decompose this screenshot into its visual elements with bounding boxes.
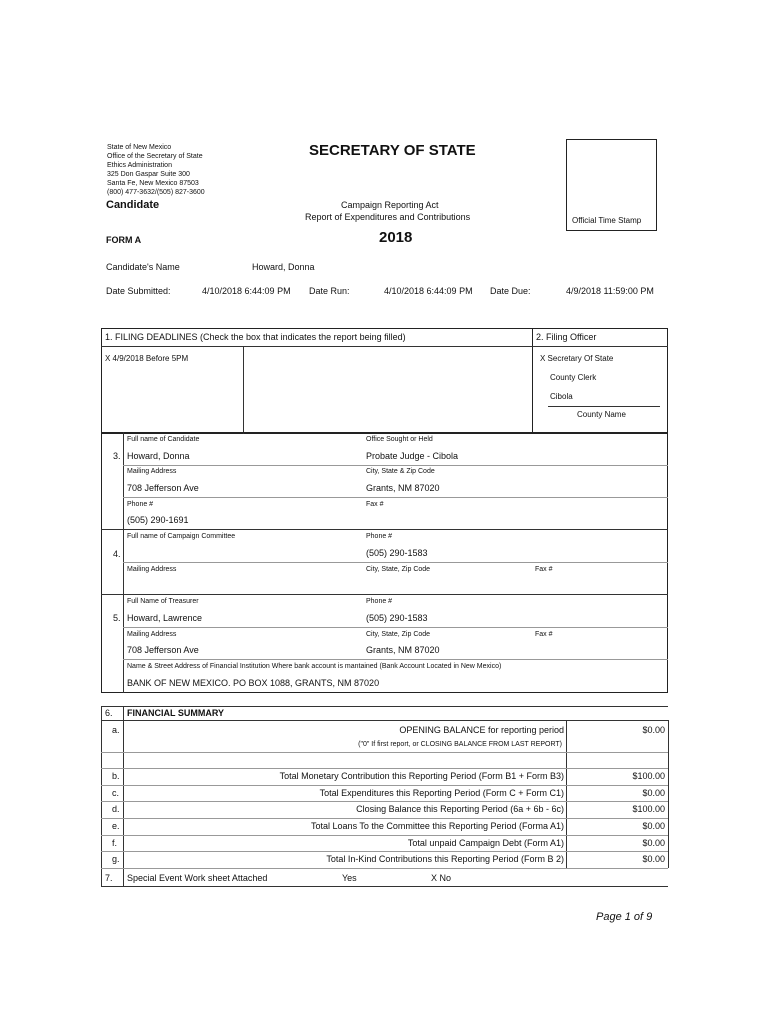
candidate-heading: Candidate <box>106 199 160 211</box>
field-label: Phone # <box>366 533 393 540</box>
summary-row-value: $0.00 <box>642 821 665 831</box>
candidate-mailing-address: 708 Jefferson Ave <box>127 483 199 493</box>
divider <box>101 801 668 802</box>
divider <box>101 818 668 819</box>
summary-row-label: Closing Balance this Reporting Period (6a + 6b - 6c) <box>356 804 564 814</box>
divider <box>101 720 668 721</box>
summary-row-label: Total Monetary Contribution this Reporting Period (Form B1 + Form B3) <box>279 771 564 781</box>
field-label: Fax # <box>535 631 553 638</box>
county-name-value: Cibola <box>550 392 573 401</box>
divider <box>123 497 668 498</box>
divider <box>101 706 102 886</box>
stamp-label: Official Time Stamp <box>572 216 642 225</box>
summary-row-value: $0.00 <box>642 854 665 864</box>
divider <box>101 835 668 836</box>
field-label: Mailing Address <box>127 566 177 573</box>
row-letter: b. <box>112 771 120 781</box>
candidate-city: Grants, NM 87020 <box>366 483 440 493</box>
agency-line: Santa Fe, New Mexico 87503 <box>107 180 199 187</box>
summary-row-label: Total In-Kind Contributions this Reporting Period (Form B 2) <box>326 854 564 864</box>
field-label: Mailing Address <box>127 468 177 475</box>
divider <box>101 886 668 887</box>
special-event-no[interactable]: X No <box>431 873 452 883</box>
divider <box>243 346 244 434</box>
field-label: Name & Street Address of Financial Institution Where bank account is mantained (Bank Account Located in New Mexico) <box>127 663 502 670</box>
treasurer-name: Howard, Lawrence <box>127 613 203 623</box>
agency-line: Office of the Secretary of State <box>107 153 203 160</box>
divider <box>123 465 668 466</box>
row-letter: c. <box>112 788 120 798</box>
candidate-name-value: Howard, Donna <box>252 262 315 272</box>
row-letter: g. <box>112 854 120 864</box>
row-letter: a. <box>112 725 120 735</box>
page-title: SECRETARY OF STATE <box>309 142 476 159</box>
divider <box>101 706 668 707</box>
candidate-name-label: Candidate's Name <box>106 262 180 272</box>
filing-officer-title: 2. Filing Officer <box>536 332 597 342</box>
divider <box>101 785 668 786</box>
row-letter: f. <box>112 838 118 848</box>
financial-summary-title: FINANCIAL SUMMARY <box>127 708 224 718</box>
field-label: Fax # <box>535 566 553 573</box>
divider <box>101 868 668 869</box>
official-time-stamp-box <box>566 139 657 231</box>
divider <box>566 720 567 868</box>
candidate-phone: (505) 290-1691 <box>127 515 189 525</box>
divider <box>101 594 668 595</box>
divider <box>123 562 668 563</box>
treasurer-mailing-address: 708 Jefferson Ave <box>127 645 199 655</box>
field-label: Office Sought or Held <box>366 436 433 443</box>
field-label: Phone # <box>366 598 393 605</box>
field-label: Mailing Address <box>127 631 177 638</box>
date-due-label: Date Due: <box>490 286 531 296</box>
office-sought: Probate Judge - Cibola <box>366 451 459 461</box>
field-label: Phone # <box>127 501 154 508</box>
summary-row-label: Total Expenditures this Reporting Period (Form C + Form C1) <box>319 788 564 798</box>
special-event-label: Special Event Work sheet Attached <box>127 873 268 883</box>
date-run-label: Date Run: <box>309 286 350 296</box>
summary-row-value: $100.00 <box>632 804 665 814</box>
treasurer-phone: (505) 290-1583 <box>366 613 428 623</box>
divider <box>101 768 668 769</box>
summary-row-value: $0.00 <box>642 788 665 798</box>
field-label: City, State, Zip Code <box>366 631 431 638</box>
bank-name-address: BANK OF NEW MEXICO. PO BOX 1088, GRANTS, NM 87020 <box>127 678 380 688</box>
section-number: 5. <box>113 613 121 623</box>
row-letter: e. <box>112 821 120 831</box>
field-label: Fax # <box>366 501 384 508</box>
field-label: Full name of Campaign Committee <box>127 533 236 540</box>
summary-row-label: Total Loans To the Committee this Reporting Period (Forma A1) <box>311 821 564 831</box>
summary-row-label: Total unpaid Campaign Debt (Form A1) <box>407 838 564 848</box>
special-event-yes[interactable]: Yes <box>342 873 357 883</box>
opening-balance-value: $0.00 <box>642 725 665 735</box>
committee-phone: (505) 290-1583 <box>366 548 428 558</box>
divider <box>123 706 124 886</box>
report-year: 2018 <box>379 229 413 246</box>
date-submitted-label: Date Submitted: <box>106 286 171 296</box>
page-number: Page 1 of 9 <box>596 911 653 923</box>
field-label: City, State, Zip Code <box>366 566 431 573</box>
field-label: Full Name of Treasurer <box>127 598 199 605</box>
field-label: City, State & Zip Code <box>366 468 435 475</box>
date-run-value: 4/10/2018 6:44:09 PM <box>384 286 473 296</box>
row-letter: d. <box>112 804 120 814</box>
opening-balance-note: ("0" If first report, or CLOSING BALANCE FROM LAST REPORT) <box>358 741 562 748</box>
field-label: Full name of Candidate <box>127 436 200 443</box>
agency-line: (800) 477-3632/(505) 827-3600 <box>107 189 205 196</box>
county-name-underline <box>548 406 660 407</box>
divider <box>668 720 669 868</box>
treasurer-city: Grants, NM 87020 <box>366 645 440 655</box>
section-number: 6. <box>105 708 113 718</box>
divider <box>101 851 668 852</box>
opening-balance-label: OPENING BALANCE for reporting period <box>399 725 564 735</box>
county-clerk-option[interactable]: County Clerk <box>550 373 597 382</box>
filing-deadline-option[interactable]: X 4/9/2018 Before 5PM <box>105 354 189 363</box>
date-submitted-value: 4/10/2018 6:44:09 PM <box>202 286 291 296</box>
candidate-full-name: Howard, Donna <box>127 451 190 461</box>
summary-row-value: $100.00 <box>632 771 665 781</box>
filing-deadlines-title: 1. FILING DEADLINES (Check the box that indicates the report being filled) <box>105 332 406 342</box>
summary-row-value: $0.00 <box>642 838 665 848</box>
agency-address <box>107 143 205 197</box>
date-due-value: 4/9/2018 11:59:00 PM <box>566 286 654 296</box>
agency-line: Ethics Administration <box>107 162 172 169</box>
agency-line: 325 Don Gaspar Suite 300 <box>107 171 190 178</box>
divider <box>101 346 668 347</box>
section-number: 4. <box>113 549 121 559</box>
filing-officer-option[interactable]: X Secretary Of State <box>540 354 614 363</box>
divider <box>101 752 668 753</box>
agency-line: State of New Mexico <box>107 144 172 151</box>
county-name-label: County Name <box>577 410 626 419</box>
form-label: FORM A <box>106 235 142 245</box>
subtitle-act: Campaign Reporting Act <box>341 200 439 210</box>
divider <box>101 529 668 530</box>
section-number: 3. <box>113 451 121 461</box>
section-number: 7. <box>105 873 113 883</box>
divider <box>123 659 668 660</box>
divider <box>123 627 668 628</box>
subtitle-report: Report of Expenditures and Contributions <box>305 212 471 222</box>
filing-deadlines-section <box>101 328 533 434</box>
